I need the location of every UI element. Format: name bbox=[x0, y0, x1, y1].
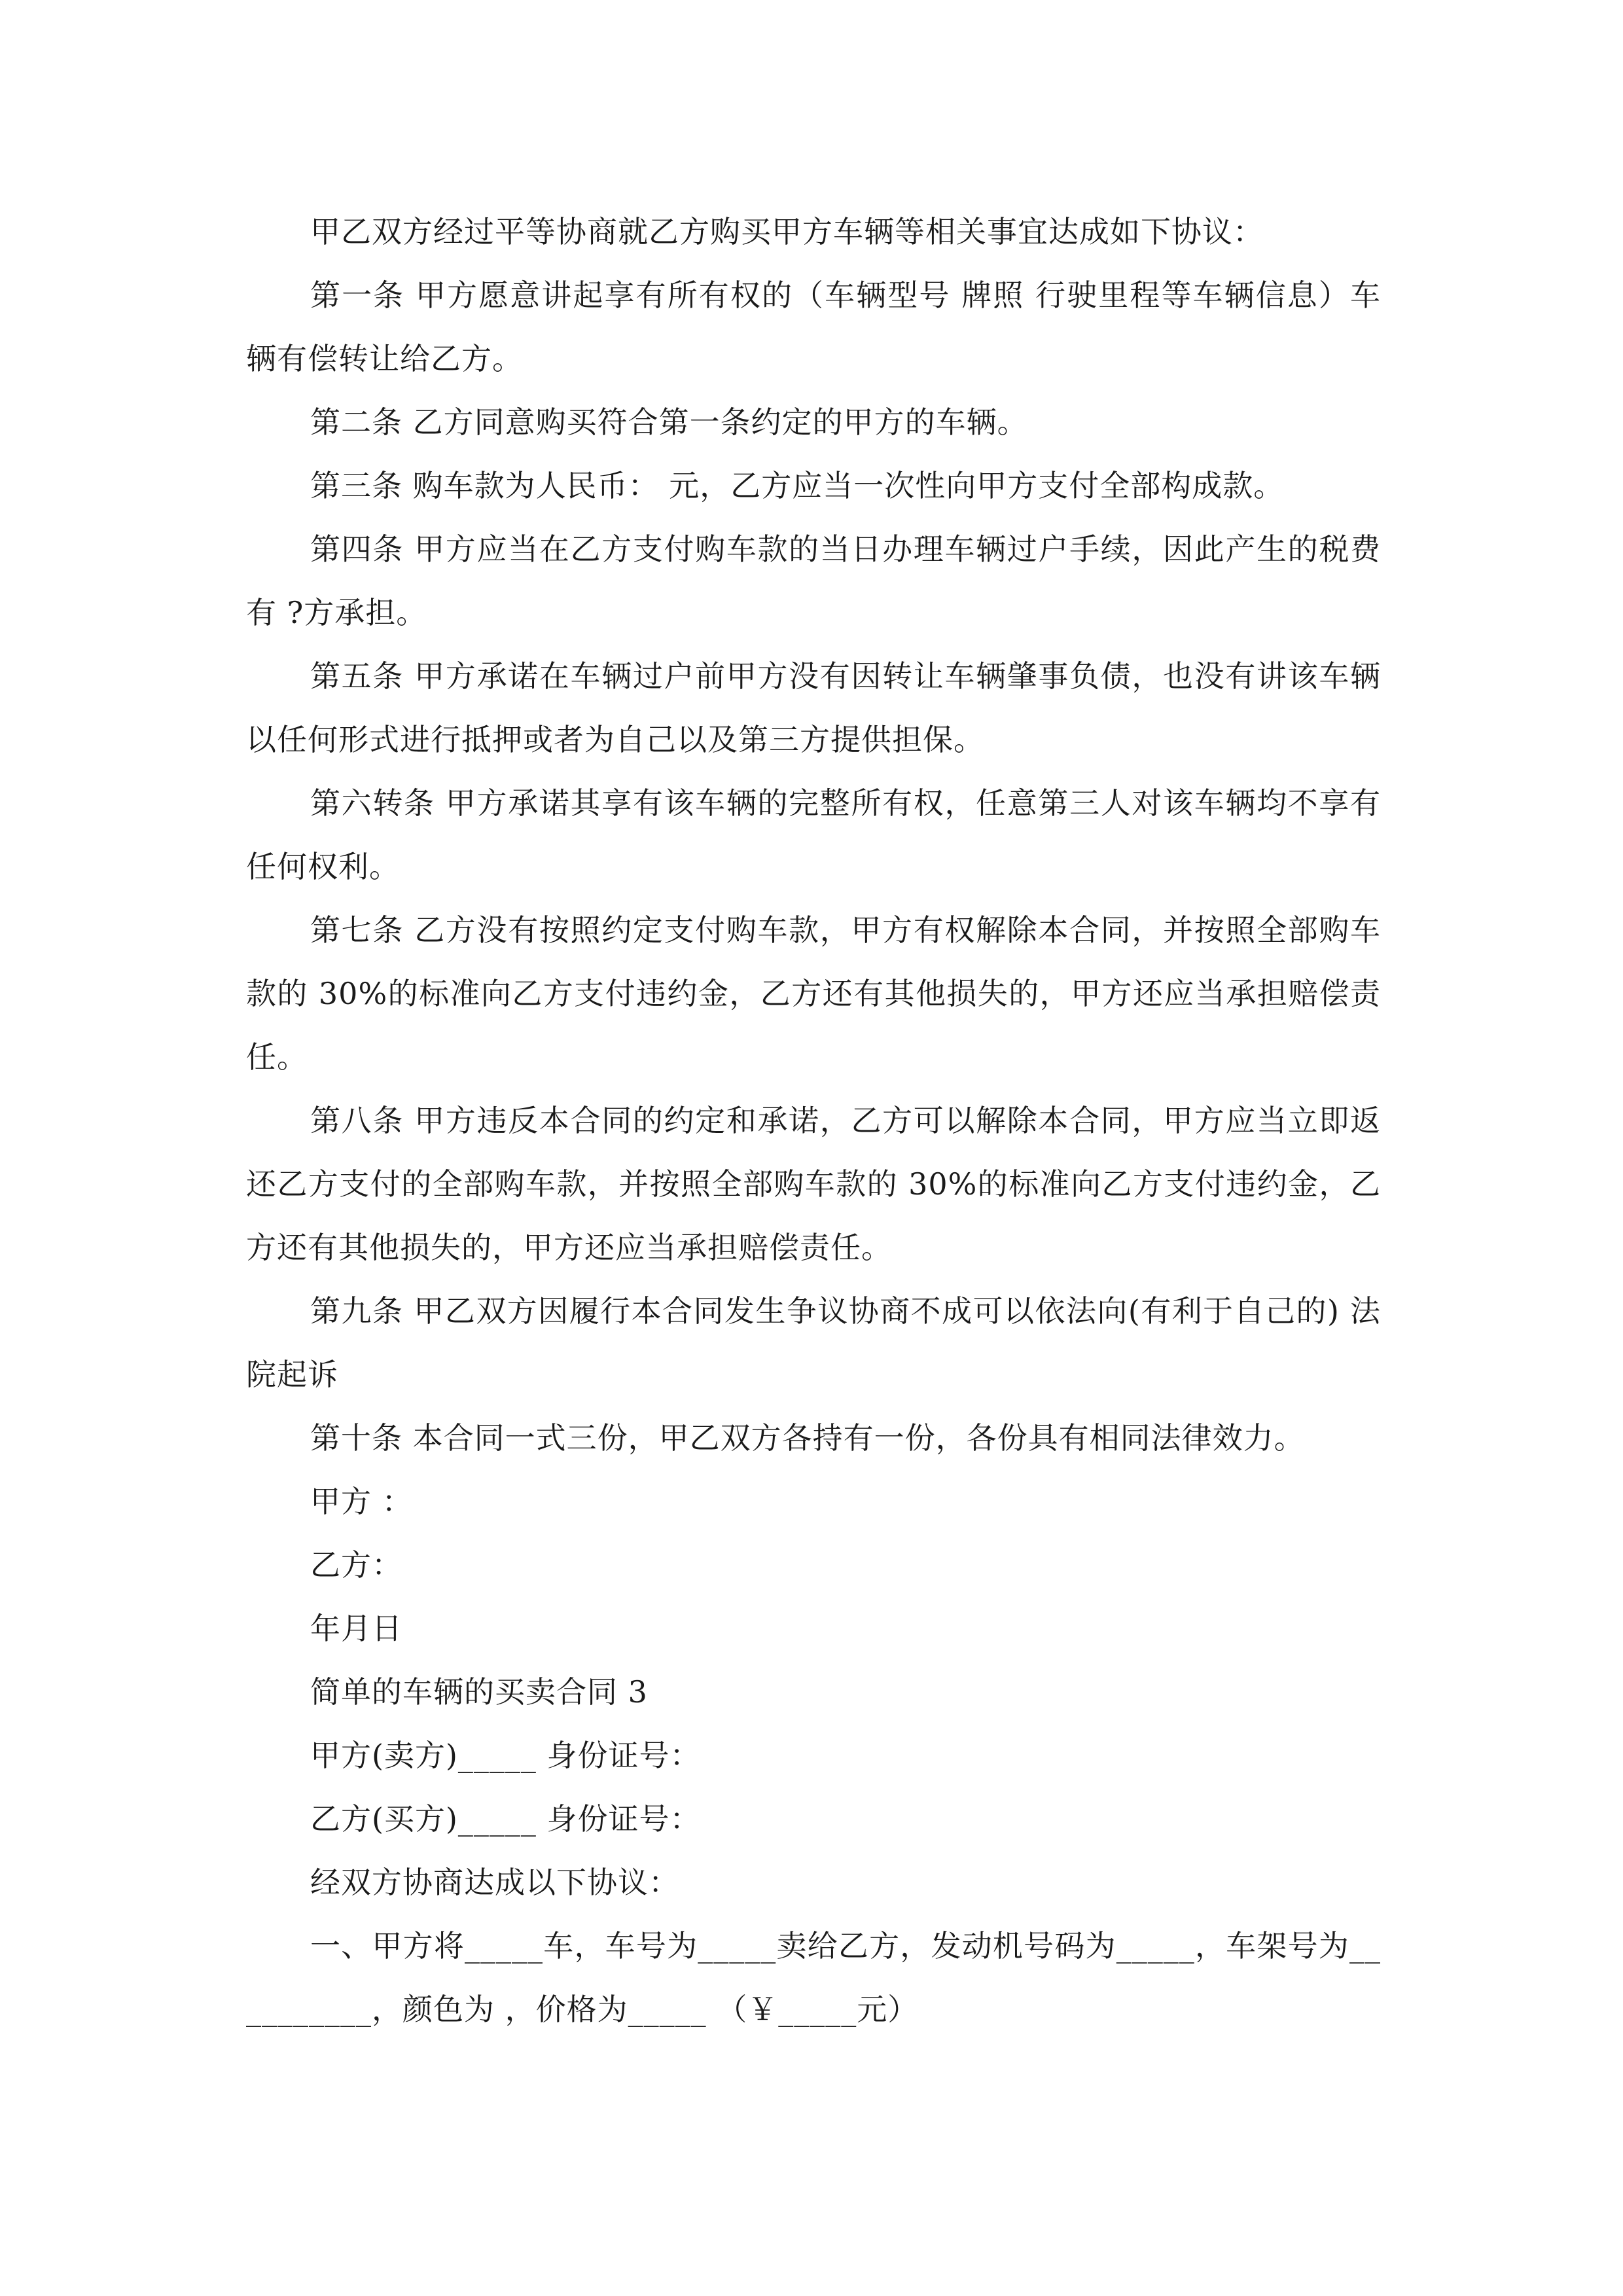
agreement-intro: 经双方协商达成以下协议： bbox=[310, 1865, 679, 1900]
article-5: 第五条 甲方承诺在车辆过户前甲方没有因转让车辆肇事负债，也没有讲该车辆以任何形式进行抵押或者为自己以及第三方提供担保。 bbox=[246, 658, 1381, 757]
document-body bbox=[246, 200, 1381, 2041]
article-3: 第三条 购车款为人民币： 元，乙方应当一次性向甲方支付全部构成款。 bbox=[310, 468, 1285, 503]
party-a-signature: 甲方 ： bbox=[310, 1484, 413, 1519]
contract-3-title: 简单的车辆的买卖合同 3 bbox=[310, 1674, 648, 1710]
date-line: 年月日 bbox=[310, 1611, 402, 1646]
clause-1: 一、甲方将_____车，车号为_____卖给乙方，发动机号码为_____，车架号为__________，颜色为 ，价格为_____ （￥_____元） bbox=[246, 1928, 1381, 2027]
article-10: 第十条 本合同一式三份，甲乙双方各持有一份，各份具有相同法律效力。 bbox=[310, 1420, 1305, 1456]
article-9: 第九条 甲乙双方因履行本合同发生争议协商不成可以依法向(有利于自己的) 法院起诉 bbox=[246, 1293, 1381, 1392]
buyer-line: 乙方(买方)_____ 身份证号： bbox=[310, 1801, 701, 1837]
party-b-signature: 乙方： bbox=[310, 1547, 402, 1583]
article-1: 第一条 甲方愿意讲起享有所有权的（车辆型号 牌照 行驶里程等车辆信息）车辆有偿转让给乙方。 bbox=[246, 278, 1381, 376]
article-4: 第四条 甲方应当在乙方支付购车款的当日办理车辆过户手续，因此产生的税费有 ?方承担。 bbox=[246, 531, 1381, 630]
intro-paragraph: 甲乙双方经过平等协商就乙方购买甲方车辆等相关事宜达成如下协议： bbox=[310, 214, 1264, 249]
seller-line: 甲方(卖方)_____ 身份证号： bbox=[310, 1738, 701, 1773]
article-8: 第八条 甲方违反本合同的约定和承诺，乙方可以解除本合同，甲方应当立即返还乙方支付的全部购车款，并按照全部购车款的 30%的标准向乙方支付违约金，乙方还有其他损失的，甲方还应当承担赔偿责任。 bbox=[246, 1103, 1381, 1265]
article-7: 第七条 乙方没有按照约定支付购车款，甲方有权解除本合同，并按照全部购车款的 30%的标准向乙方支付违约金，乙方还有其他损失的，甲方还应当承担赔偿责任。 bbox=[246, 912, 1381, 1075]
article-2: 第二条 乙方同意购买符合第一条约定的甲方的车辆。 bbox=[310, 404, 1028, 440]
article-6: 第六转条 甲方承诺其享有该车辆的完整所有权，任意第三人对该车辆均不享有任何权利。 bbox=[246, 785, 1381, 884]
